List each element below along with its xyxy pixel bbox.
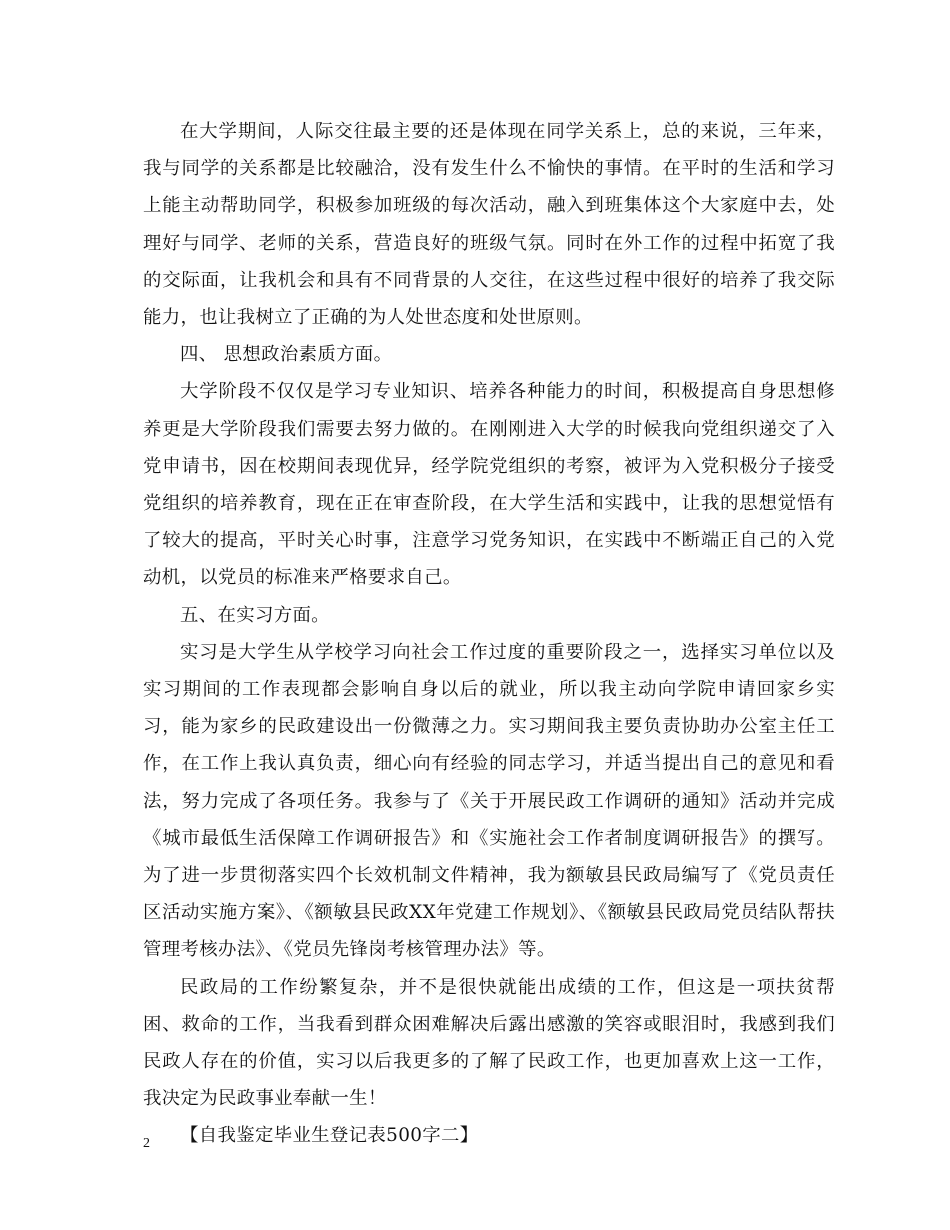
section-heading-internship: 五、在实习方面。 <box>180 604 330 626</box>
section-heading-political: 四、 思想政治素质方面。 <box>180 344 393 366</box>
paragraph-civil-affairs: 民政局的工作纷繁复杂，并不是很快就能出成绩的工作，但这是一项扶贫帮困、救命的工作，当我看到群众困难解决后露出感激的笑容或眼泪时，我感到我们民政人存在的价值，实习以后我更多的了解了民政工作，也更加喜欢上这一工作，我决定为民政事业奉献一生！ <box>143 976 835 1110</box>
document-body <box>143 113 835 1155</box>
page-number: 2 <box>143 1136 150 1151</box>
section-title-part-two: 【自我鉴定毕业生登记表500字二】 <box>180 1125 479 1147</box>
paragraph-internship: 实习是大学生从学校学习向社会工作过度的重要阶段之一，选择实习单位以及实习期间的工作表现都会影响自身以后的就业，所以我主动向学院申请回家乡实习，能为家乡的民政建设出一份微薄之力。实习期间我主要负责协助办公室主任工作，在工作上我认真负责，细心向有经验的同志学习，并适当提出自己的意见和看法，努力完成了各项任务。我参与了《关于开展民政工作调研的通知》活动并完成《城市最低生活保障工作调研报告》和《实施社会工作者制度调研报告》的撰写。为了进一步贯彻落实四个长效机制文件精神，我为额敏县民政局编写了《党员责任区活动实施方案》、《额敏县民政XX年党建工作规划》、《额敏县民政局党员结队帮扶管理考核办法》、《党员先锋岗考核管理办法》等。 <box>143 641 835 961</box>
paragraph-political: 大学阶段不仅仅是学习专业知识、培养各种能力的时间，积极提高自身思想修养更是大学阶段我们需要去努力做的。在刚刚进入大学的时候我向党组织递交了入党申请书，因在校期间表现优异，经学院党组织的考察，被评为入党积极分子接受党组织的培养教育，现在正在审查阶段，在大学生活和实践中，让我的思想觉悟有了较大的提高，平时关心时事，注意学习党务知识，在实践中不断端正自己的入党动机，以党员的标准来严格要求自己。 <box>143 381 835 589</box>
paragraph-interpersonal: 在大学期间，人际交往最主要的还是体现在同学关系上，总的来说，三年来，我与同学的关系都是比较融洽，没有发生什么不愉快的事情。在平时的生活和学习上能主动帮助同学，积极参加班级的每次活动，融入到班集体这个大家庭中去，处理好与同学、老师的关系，营造良好的班级气氛。同时在外工作的过程中拓宽了我的交际面，让我机会和具有不同背景的人交往，在这些过程中很好的培养了我交际能力，也让我树立了正确的为人处世态度和处世原则。 <box>143 121 835 329</box>
